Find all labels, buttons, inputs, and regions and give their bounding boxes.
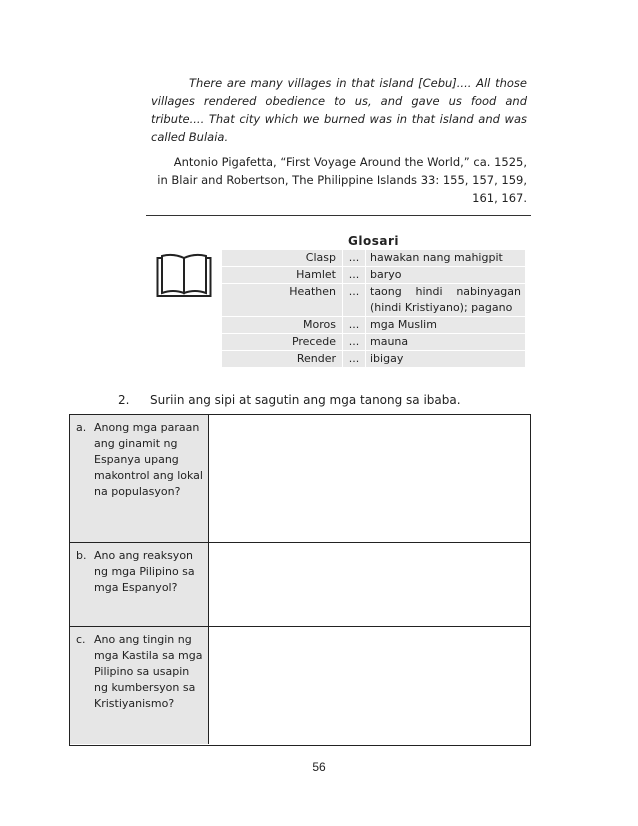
glossary-separator: ... (343, 317, 365, 333)
pigafetta-quote (151, 74, 527, 146)
answer-cell-c[interactable] (209, 627, 530, 744)
quote-citation (151, 153, 527, 207)
glossary-definition: baryo (366, 267, 525, 283)
glossary-separator: ... (343, 250, 365, 266)
glossary-row (222, 351, 525, 367)
glossary-row (222, 250, 525, 266)
instruction-number: 2. (118, 393, 130, 407)
glossary-separator: ... (343, 351, 365, 367)
citation-line-3: 161, 167. (472, 191, 527, 205)
glossary-definition-line-2: (hindi Kristiyano); pagano (370, 301, 513, 314)
glossary-separator: ... (343, 334, 365, 350)
glossary-definition: mga Muslim (366, 317, 525, 333)
book-icon (156, 253, 212, 299)
glossary-definition-line-1: taong hindi nabinyagan (370, 285, 521, 298)
question-letter: b. (76, 549, 87, 562)
glossary-definition: ibigay (366, 351, 525, 367)
question-text: Ano ang tingin ng mga Kastila sa mga Pilipino sa usapin ng kumbersyon sa Kristiyanismo? (94, 633, 203, 710)
question-text: Ano ang reaksyon ng mga Pilipino sa mga Espanyol? (94, 549, 195, 594)
glossary-term: Clasp (222, 250, 342, 266)
answer-cell-b[interactable] (209, 543, 530, 626)
glossary-definition: hawakan nang mahigpit (366, 250, 525, 266)
quote-text: There are many villages in that island [Cebu].... All those villages rendered obedience to us, and gave us food and tribute.... That city which we burned was in that island and was called Bulaia. (151, 76, 527, 144)
glossary-separator: ... (343, 284, 365, 316)
question-row-a (70, 415, 530, 543)
glossary-term: Moros (222, 317, 342, 333)
glossary-term: Precede (222, 334, 342, 350)
glossary-row (222, 334, 525, 350)
glossary-definition: mauna (366, 334, 525, 350)
glossary-term: Render (222, 351, 342, 367)
question-letter: a. (76, 421, 87, 434)
question-text: Anong mga paraan ang ginamit ng Espanya upang makontrol ang lokal na populasyon? (94, 421, 203, 498)
question-row-b (70, 543, 530, 627)
glossary-term: Hamlet (222, 267, 342, 283)
instruction-text: Suriin ang sipi at sagutin ang mga tanong sa ibaba. (150, 393, 461, 407)
glossary-separator: ... (343, 267, 365, 283)
answer-cell-a[interactable] (209, 415, 530, 542)
page-number: 56 (312, 760, 326, 774)
question-table (69, 414, 531, 746)
question-cell (70, 415, 209, 542)
glossary-table (222, 250, 525, 368)
instruction (118, 392, 461, 408)
question-cell (70, 543, 209, 626)
glossary-row (222, 317, 525, 333)
glossary-row (222, 284, 525, 316)
glossary-title: Glosari (348, 234, 399, 248)
question-cell (70, 627, 209, 744)
question-row-c (70, 627, 530, 744)
glossary-row (222, 267, 525, 283)
citation-line-2: in Blair and Robertson, The Philippine Islands 33: 155, 157, 159, (157, 173, 527, 187)
section-divider (146, 215, 531, 216)
glossary-term: Heathen (222, 284, 342, 316)
glossary-definition (366, 284, 525, 316)
question-letter: c. (76, 633, 86, 646)
citation-line-1: Antonio Pigafetta, “First Voyage Around the World,” ca. 1525, (173, 155, 527, 169)
